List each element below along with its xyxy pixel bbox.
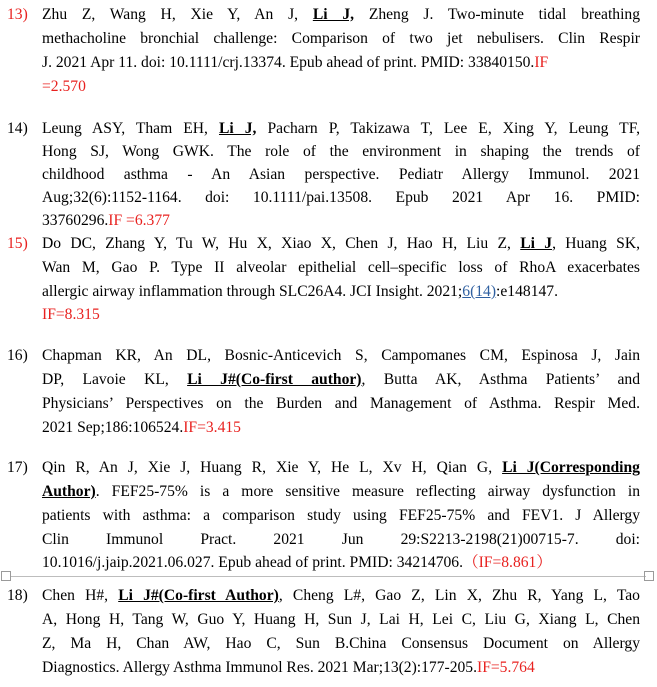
ref-17-line-4: Clin Immunol Pract. 2021 Jun 29:S2213-2198(21)00715-7. doi:: [42, 531, 640, 548]
ref-15-author-highlight: Li J: [520, 235, 553, 252]
table-row-border: [10, 576, 646, 577]
ref-13-if-label: IF: [534, 54, 549, 71]
ref-16-impact-factor: IF=3.415: [183, 419, 241, 436]
ref-14-author-highlight: Li J,: [218, 120, 257, 137]
ref-17-author-highlight-cont: Author): [42, 483, 96, 500]
ref-18-line-4: Diagnostics. Allergy Asthma Immunol Res. 2021 Mar;13(2):177-205.IF=5.764: [42, 659, 535, 676]
ref-15-number: 15): [7, 235, 28, 252]
ref-13-line-3: J. 2021 Apr 11. doi: 10.1111/crj.13374. Epub ahead of print. PMID: 33840150.IF: [42, 54, 549, 71]
ref-17-line-5: 10.1016/j.jaip.2021.06.027. Epub ahead of print. PMID: 34214706.（IF=8.861）: [42, 554, 552, 571]
ref-14-line-5: 33760296.IF =6.377: [42, 212, 170, 229]
ref-16-author-highlight: Li J#(Co-first author): [187, 371, 362, 388]
ref-18-line-2: A, Hong H, Tang W, Guo Y, Huang H, Sun J, Lai H, Lei C, Liu G, Xiang L, Chen: [42, 611, 640, 628]
ref-14-line-3: childhood asthma - An Asian perspective. Pediatr Allergy Immunol. 2021: [42, 166, 640, 183]
ref-15-issue-link[interactable]: 6(14): [462, 283, 497, 300]
ref-16-line-4: 2021 Sep;186:106524.IF=3.415: [42, 419, 241, 436]
ref-17-line-1: Qin R, An J, Xie J, Huang R, Xie Y, He L, Xv H, Qian G, Li J(Corresponding: [42, 459, 640, 476]
ref-16-number: 16): [7, 347, 28, 364]
ref-18-impact-factor: IF=5.764: [477, 659, 535, 676]
ref-17-number: 17): [7, 459, 28, 476]
ref-15-line-1: Do DC, Zhang Y, Tu W, Hu X, Xiao X, Chen J, Hao H, Liu Z, Li J, Huang SK,: [42, 235, 640, 252]
ref-18-line-1: Chen H#, Li J#(Co-first Author), Cheng L#, Gao Z, Lin X, Zhu R, Yang L, Tao: [42, 587, 640, 604]
ref-18-author-highlight: Li J#(Co-first Author): [118, 587, 279, 604]
ref-14-line-4: Aug;32(6):1152-1164. doi: 10.1111/pai.13508. Epub 2021 Apr 16. PMID:: [42, 189, 640, 206]
ref-14-number: 14): [7, 120, 28, 137]
ref-17-line-3: patients with asthma: a comparison study using FEF25-75% and FEV1. J Allergy: [42, 507, 640, 524]
ref-16-line-2: DP, Lavoie KL, Li J#(Co-first author), Butta AK, Asthma Patients’ and: [42, 371, 641, 388]
ref-13-number: 13): [7, 6, 28, 23]
ref-17-impact-factor: （IF=8.861）: [463, 554, 552, 571]
ref-17-line-2: Author). FEF25-75% is a more sensitive measure reflecting airway dysfunction in: [42, 483, 640, 500]
ref-16-line-1: Chapman KR, An DL, Bosnic-Anticevich S, Campomanes CM, Espinosa J, Jain: [42, 347, 640, 364]
ref-16-line-3: Physicians’ Perspectives on the Burden and Management of Asthma. Respir Med.: [42, 395, 640, 412]
table-cell-marker-right: [644, 571, 654, 581]
ref-15-impact-factor: IF=8.315: [42, 306, 100, 323]
ref-15-line-3: allergic airway inflammation through SLC26A4. JCI Insight. 2021;6(14):e148147.: [42, 283, 558, 300]
ref-13-line-2: methacholine bronchial challenge: Comparison of two jet nebulisers. Clin Respir: [42, 30, 640, 47]
ref-13-line-1: Zhu Z, Wang H, Xie Y, An J, Li J, Zheng J. Two-minute tidal breathing: [42, 6, 641, 23]
ref-14-line-2: Hong SJ, Wong GWK. The role of the environment in shaping the trends of: [42, 143, 640, 160]
ref-13-author-highlight: Li J,: [312, 6, 355, 23]
ref-17-author-highlight: Li J(Corresponding: [502, 459, 640, 476]
ref-14-line-1: Leung ASY, Tham EH, Li J, Pacharn P, Takizawa T, Lee E, Xing Y, Leung TF,: [42, 120, 641, 137]
ref-18-line-3: Z, Ma H, Chan AW, Hao C, Sun B.China Consensus Document on Allergy: [42, 635, 640, 652]
ref-14-impact-factor: IF =6.377: [108, 212, 170, 229]
table-cell-marker-left: [1, 571, 11, 581]
ref-13-impact-factor: =2.570: [42, 78, 86, 95]
ref-15-line-2: Wan M, Gao P. Type II alveolar epithelial cell–specific loss of RhoA exacerbates: [42, 259, 640, 276]
ref-18-number: 18): [7, 587, 28, 604]
